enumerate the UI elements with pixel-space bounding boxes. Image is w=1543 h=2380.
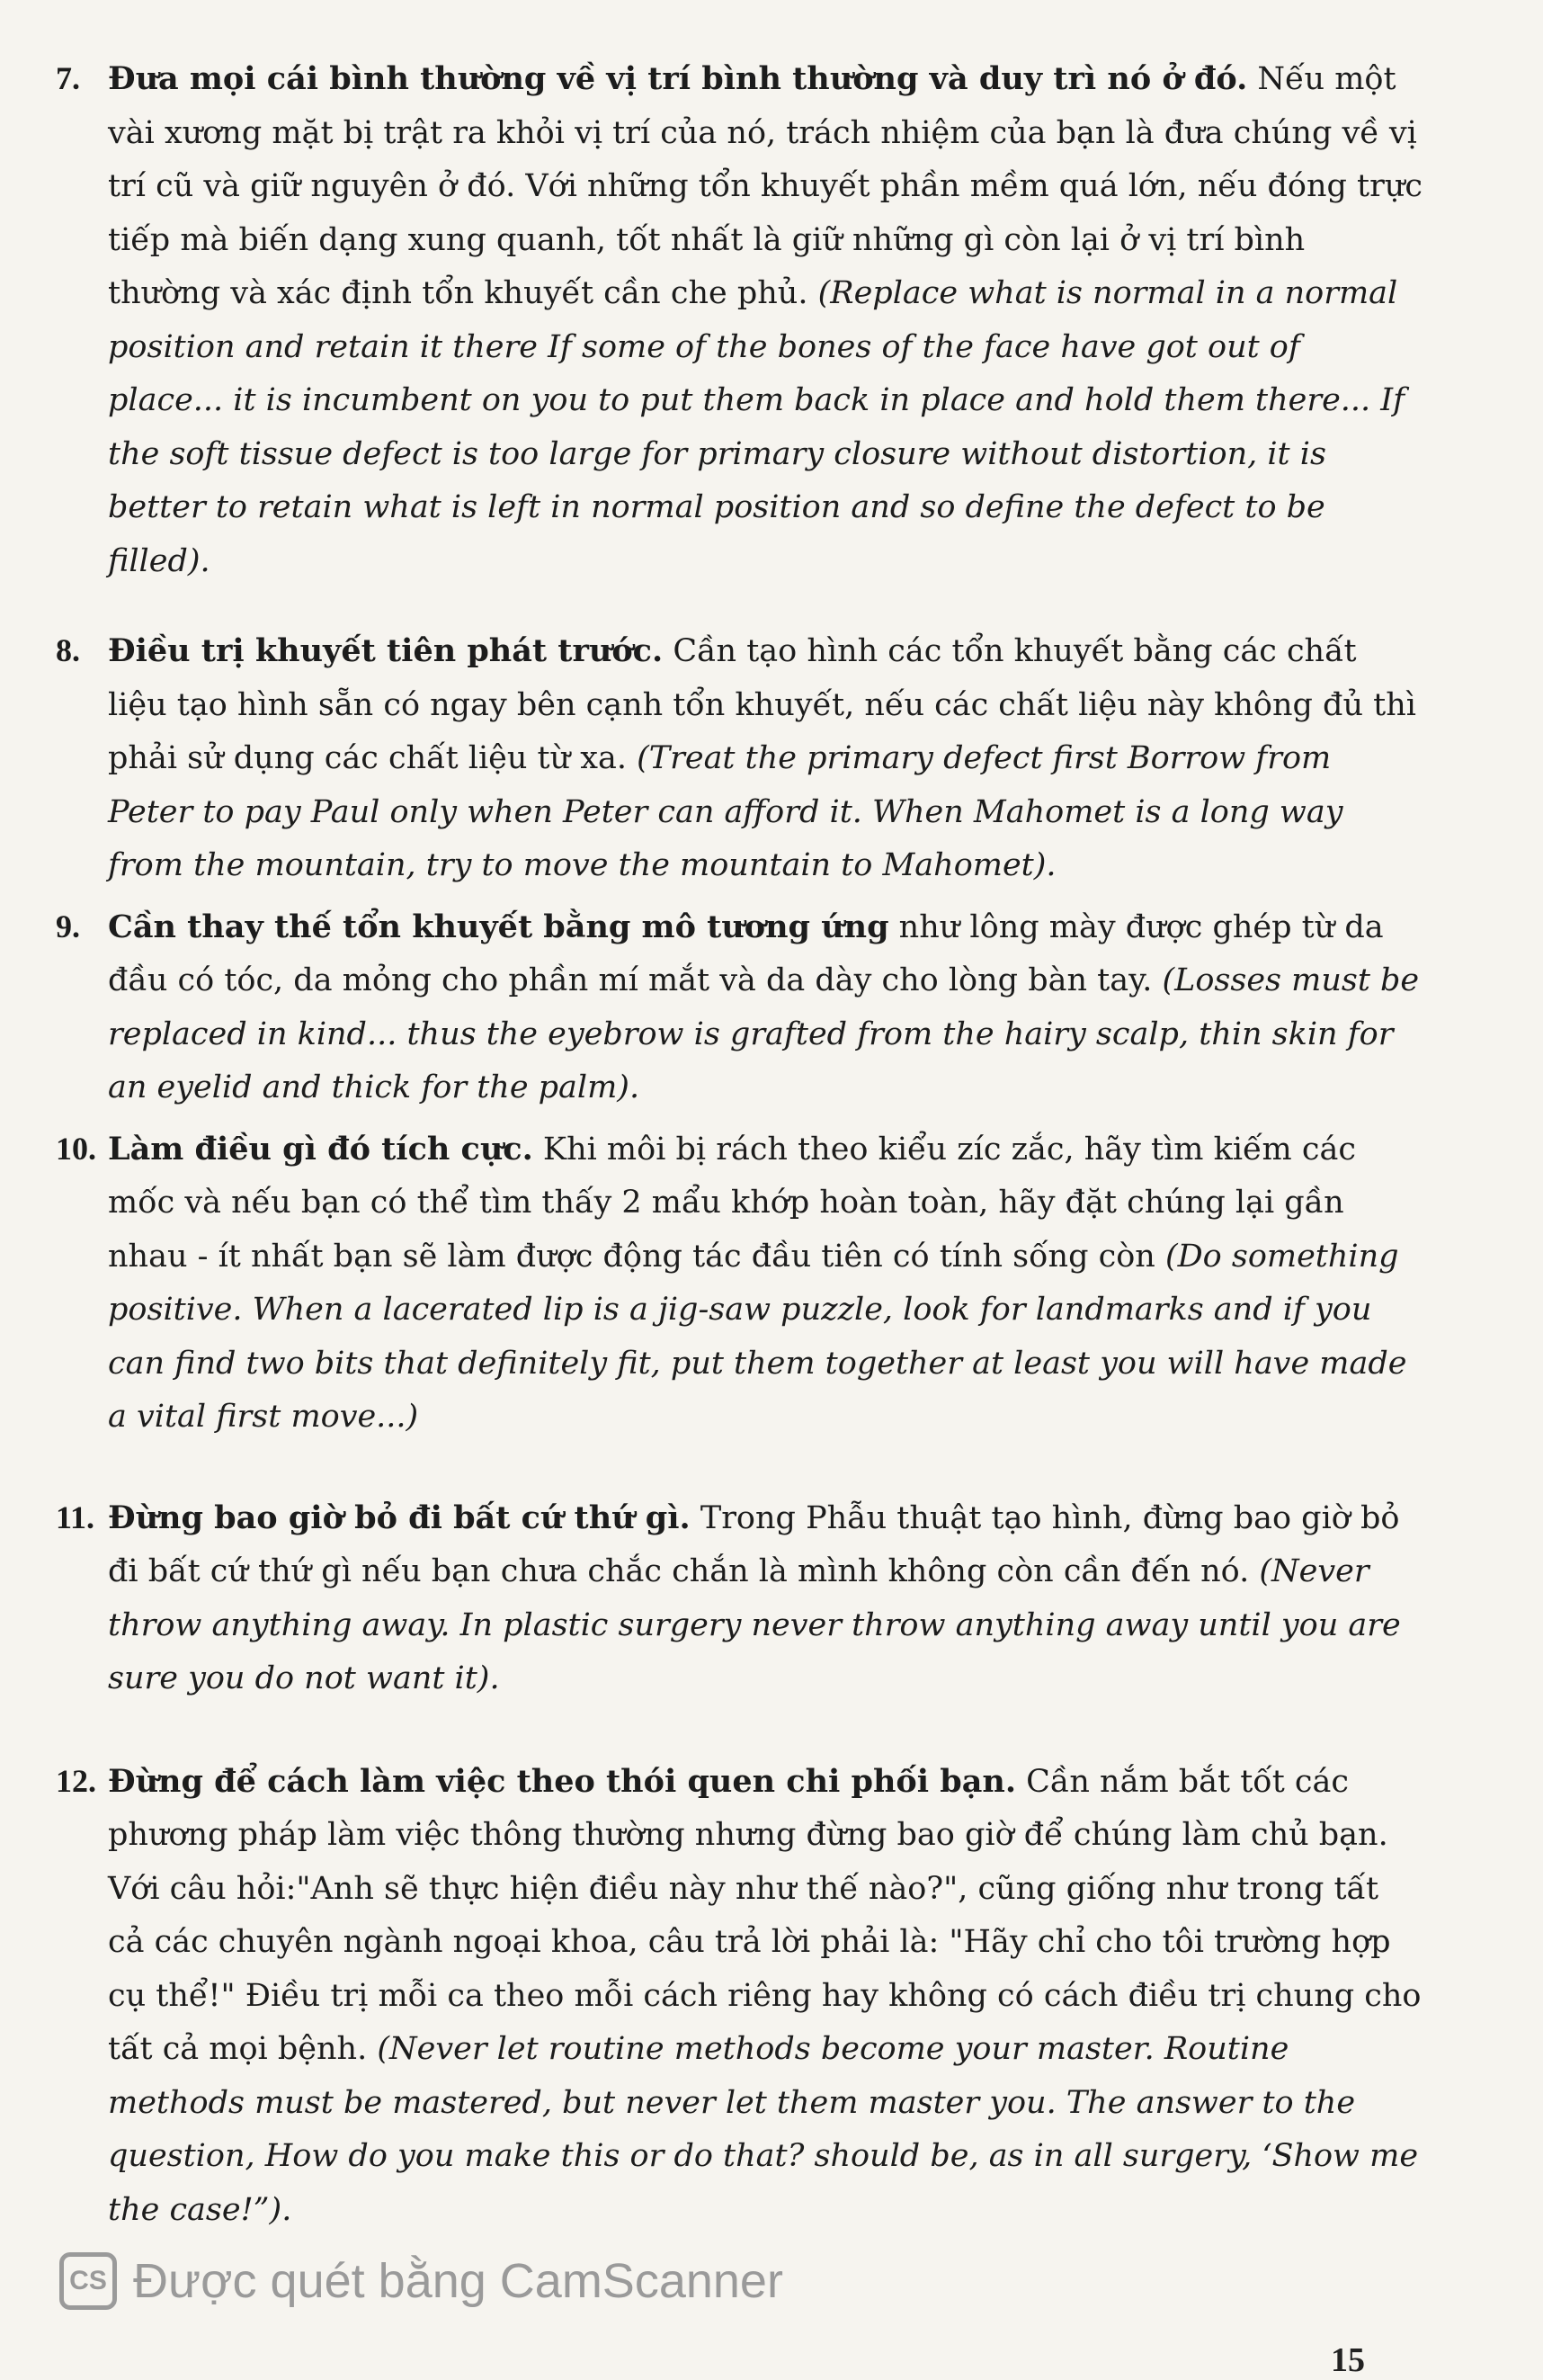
list-item [56, 52, 1423, 588]
item-english-quote: (Do something positive. When a lacerated lip is a jig-saw puzzle, look for landmarks and if you can find two bits that definitely fit, put them together at least you will have made a vital first move...) [108, 1238, 1407, 1435]
item-english-quote: (Never let routine methods become your master. Routine methods must be mastered, but never let them master you. The answer to the question, How do you make this or do that? should be, as in all surgery, ‘Show me the case!”). [108, 2031, 1419, 2228]
list-item [56, 624, 1423, 893]
item-body: Trong Phẫu thuật tạo hình, đừng bao giờ bỏ đi bất cứ thứ gì nếu bạn chưa chắc chắn là mình không còn cần đến nó. [108, 1499, 1400, 1589]
camscanner-logo-icon: CS [59, 2252, 117, 2310]
item-heading: Đừng bao giờ bỏ đi bất cứ thứ gì. [108, 1499, 691, 1536]
item-english-quote: (Replace what is normal in a normal position and retain it there If some of the bones of the face have got out of place... it is incumbent on you to put them back in place and hold them there... If the soft tissue defect is too large for primary closure without distortion, it is better to retain what is left in normal position and so define the defect to be filled). [108, 275, 1405, 579]
item-body: Khi môi bị rách theo kiểu zíc zắc, hãy tìm kiếm các mốc và nếu bạn có thể tìm thấy 2 mẩu khớp hoàn toàn, hãy đặt chúng lại gần nhau - ít nhất bạn sẽ làm được động tác đầu tiên có tính sống còn [108, 1131, 1356, 1275]
item-heading: Cần thay thế tổn khuyết bằng mô tương ứng [108, 908, 889, 945]
camscanner-watermark [59, 2245, 783, 2317]
list-item [56, 1123, 1423, 1445]
item-number: 10. [56, 1130, 96, 1167]
list-item [56, 1755, 1423, 2238]
list-item [56, 900, 1423, 1115]
item-english-quote: (Losses must be replaced in kind... thus the eyebrow is grafted from the hairy scalp, thin skin for an eyelid and thick for the palm). [108, 962, 1420, 1105]
item-heading: Làm điều gì đó tích cực. [108, 1130, 533, 1168]
item-english-quote: (Treat the primary defect first Borrow from Peter to pay Paul only when Peter can afford it. When Mahomet is a long way from the mountain, try to move the mountain to Mahomet). [108, 740, 1343, 883]
item-body: Nếu một vài xương mặt bị trật ra khỏi vị trí của nó, trách nhiệm của bạn là đưa chúng về vị trí cũ và giữ nguyên ở đó. Với những tổn khuyết phần mềm quá lớn, nếu đóng trực tiếp mà biến dạng xung quanh, tốt nhất là giữ những gì còn lại ở vị trí bình thường và xác định tổn khuyết cần che phủ. [108, 61, 1423, 311]
item-body: Cần nắm bắt tốt các phương pháp làm việc thông thường nhưng đừng bao giờ để chúng làm chủ bạn. Với câu hỏi:"Anh sẽ thực hiện điều này như thế nào?", cũng giống như trong tất cả các chuyên ngành ngoại khoa, câu trả lời phải là: "Hãy chỉ cho tôi trường hợp cụ thể!" Điều trị mỗi ca theo mỗi cách riêng hay không có cách điều trị chung cho tất cả mọi bệnh. [108, 1763, 1422, 2067]
watermark-text: Được quét bằng CamScanner [133, 2254, 783, 2308]
item-number: 9. [56, 908, 80, 944]
item-english-quote: (Never throw anything away. In plastic surgery never throw anything away until you are sure you do not want it). [108, 1553, 1401, 1696]
item-number: 11. [56, 1499, 95, 1535]
item-heading: Điều trị khuyết tiên phát trước. [108, 632, 664, 669]
item-body: như lông mày được ghép từ da đầu có tóc, da mỏng cho phần mí mắt và da dày cho lòng bàn tay. [108, 908, 1384, 998]
item-body: Cần tạo hình các tổn khuyết bằng các chất liệu tạo hình sẵn có ngay bên cạnh tổn khuyết, nếu các chất liệu này không đủ thì phải sử dụng các chất liệu từ xa. [108, 633, 1416, 776]
item-number: 12. [56, 1762, 96, 1799]
item-number: 7. [56, 60, 80, 96]
item-heading: Đừng để cách làm việc theo thói quen chi phối bạn. [108, 1762, 1017, 1800]
item-heading: Đưa mọi cái bình thường về vị trí bình thường và duy trì nó ở đó. [108, 60, 1248, 97]
item-number: 8. [56, 632, 80, 668]
page-number: 15 [1331, 2341, 1365, 2379]
list-item [56, 1491, 1423, 1706]
principles-list [56, 52, 1423, 2237]
